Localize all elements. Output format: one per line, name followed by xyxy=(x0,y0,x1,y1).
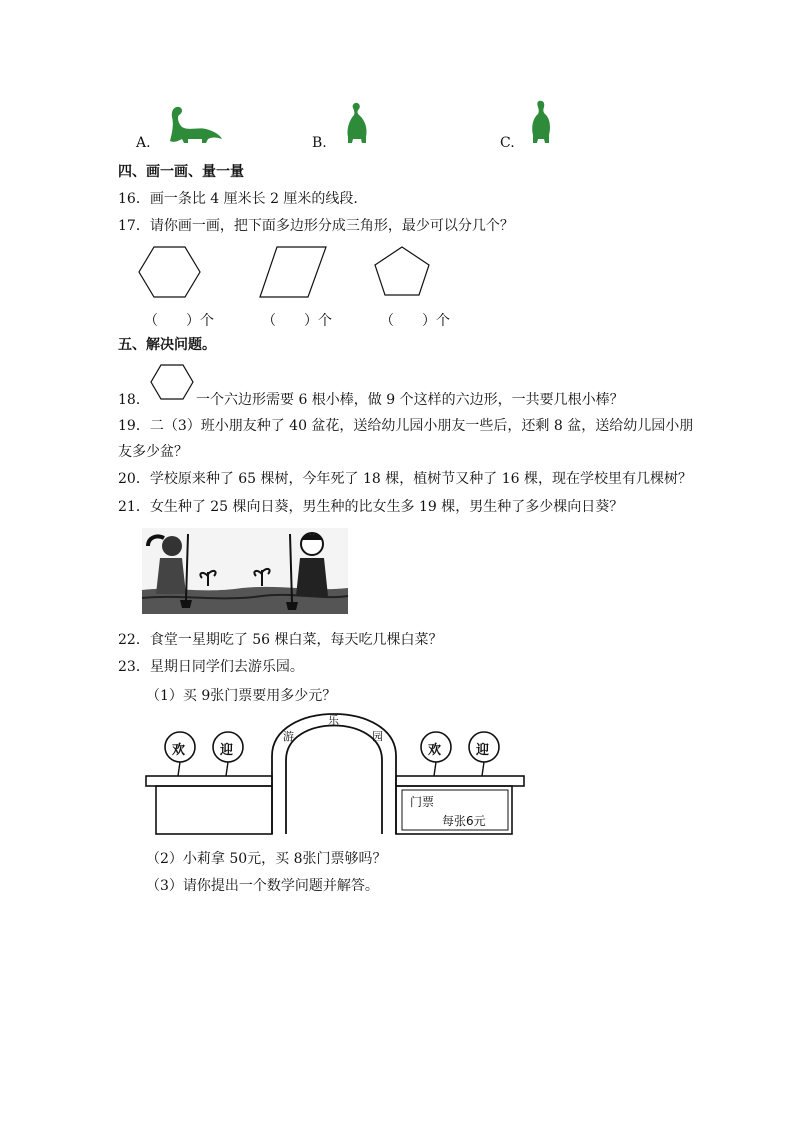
option-b-label: B. xyxy=(312,135,327,151)
planting-children-image xyxy=(142,528,348,614)
answer-blank-pentagon[interactable]: （ ）个 xyxy=(380,313,450,329)
arch-char-2: 乐 xyxy=(328,714,339,727)
answer-blank-parallelogram[interactable]: （ ）个 xyxy=(262,313,332,329)
question-18: 一个六边形需要 6 根小棒，做 9 个这样的六边形，一共要几根小棒？ xyxy=(196,392,624,408)
section-5-title: 五、解决问题。 xyxy=(118,337,216,353)
answer-blank-hexagon[interactable]: （ ）个 xyxy=(144,313,214,329)
dinosaur-b-image xyxy=(344,101,370,145)
hexagon-icon xyxy=(150,364,194,400)
section-4-title: 四、画一画、量一量 xyxy=(118,164,244,180)
balloon-text-right-1: 欢 xyxy=(428,743,442,758)
question-21: 21．女生种了 25 棵向日葵，男生种的比女生多 19 棵，男生种了多少棵向日葵？ xyxy=(118,499,624,515)
question-23: 23．星期日同学们去游乐园。 xyxy=(118,659,304,675)
question-17: 17．请你画一画，把下面多边形分成三角形，最少可以分几个？ xyxy=(118,218,514,234)
balloon-text-left-1: 欢 xyxy=(172,743,186,758)
balloon-text-right-2: 迎 xyxy=(476,743,490,758)
question-16: 16．画一条比 4 厘米长 2 厘米的线段. xyxy=(118,191,358,207)
question-23-part-3: （3）请你提出一个数学问题并解答。 xyxy=(146,878,379,894)
question-19-line-2: 友多少盆？ xyxy=(118,444,188,460)
balloon-text-left-2: 迎 xyxy=(220,743,234,758)
option-a-label: A. xyxy=(136,135,151,151)
question-23-part-2: （2）小莉拿 50元，买 8张门票够吗？ xyxy=(146,851,387,867)
dinosaur-a-image xyxy=(160,103,224,145)
question-19-line-1: 19．二（3）班小朋友种了 40 盆花，送给幼儿园小朋友一些后，还剩 8 盆，送给幼儿园小朋 xyxy=(118,418,694,434)
arch-char-3: 园 xyxy=(372,730,383,743)
dinosaur-c-image xyxy=(529,99,553,145)
parallelogram-shape xyxy=(259,246,327,298)
question-22: 22．食堂一星期吃了 56 棵白菜，每天吃几棵白菜？ xyxy=(118,632,443,648)
question-23-part-1: （1）买 9张门票要用多少元？ xyxy=(146,688,337,704)
question-20: 20．学校原来种了 65 棵树，今年死了 18 棵，植树节又种了 16 棵，现在学校里有几棵树？ xyxy=(118,471,692,487)
option-c-label: C. xyxy=(500,135,515,151)
hexagon-shape xyxy=(138,246,202,298)
pentagon-shape xyxy=(373,246,431,296)
question-18-number: 18． xyxy=(118,392,150,408)
ticket-label: 门票 xyxy=(410,795,435,809)
amusement-park-image xyxy=(140,706,530,836)
ticket-price: 每张6元 xyxy=(442,814,486,828)
arch-char-1: 游 xyxy=(283,730,294,743)
